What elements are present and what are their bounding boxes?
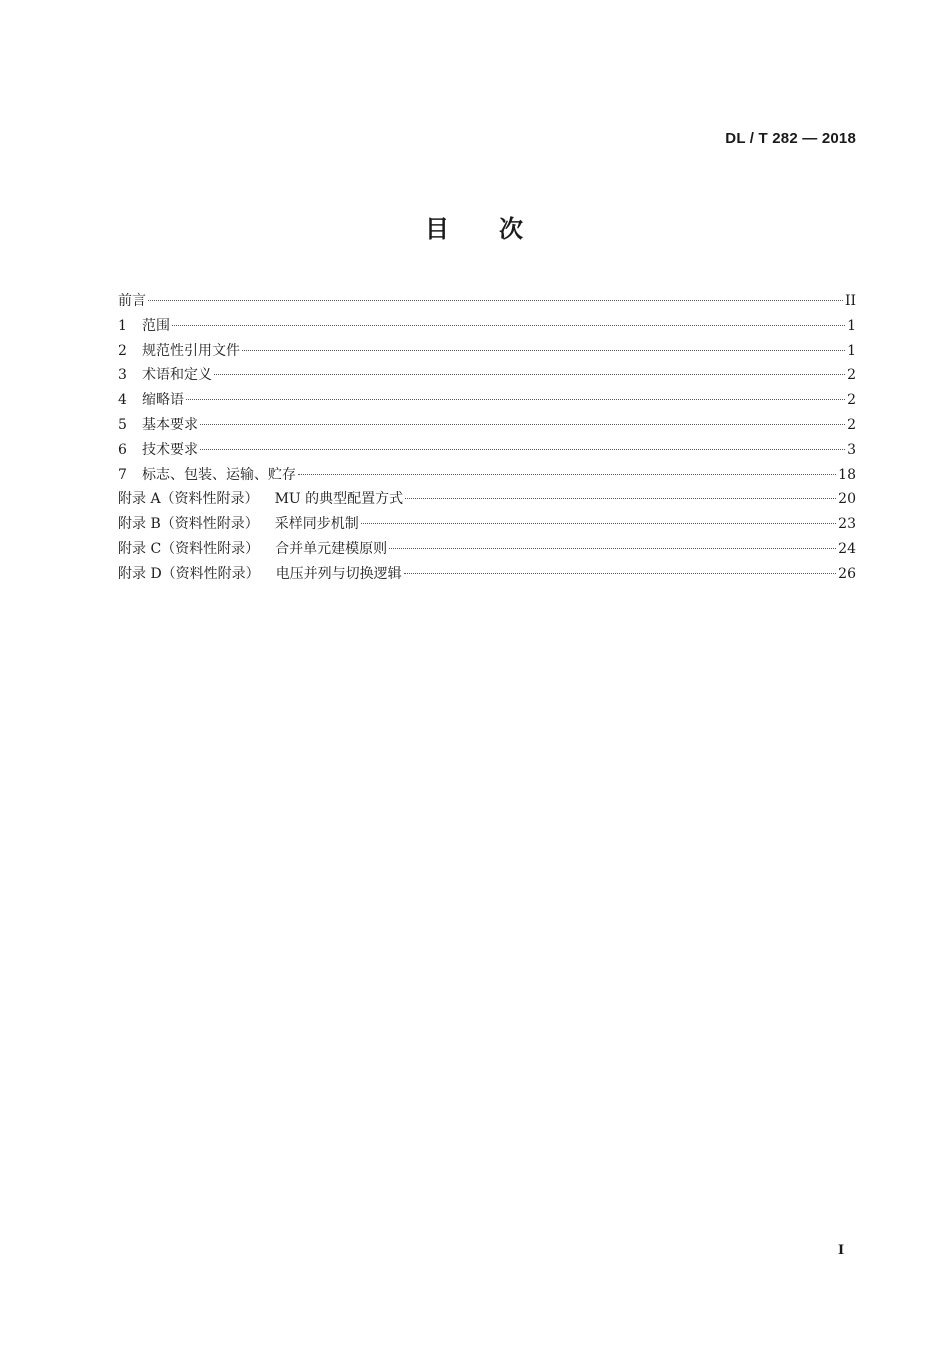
toc-title: [0, 209, 950, 244]
toc-entry-label: 电压并列与切换逻辑: [275, 565, 402, 582]
toc-appendix-prefix: 附录 A（资料性附录）: [118, 491, 259, 508]
toc-leader-dots: [389, 548, 836, 549]
toc-title-char: 目: [425, 215, 451, 243]
toc-entry-number: 4: [118, 392, 127, 409]
toc-leader-dots: [148, 300, 843, 301]
toc-entry-page: 2: [847, 392, 856, 409]
toc-leader-dots: [200, 424, 845, 425]
toc-leader-dots: [214, 374, 845, 375]
toc-entry-3[interactable]: [118, 363, 856, 388]
toc-leader-dots: [405, 498, 836, 499]
toc-entry-7[interactable]: [118, 463, 856, 488]
toc-entry-label: MU 的典型配置方式: [274, 491, 404, 508]
toc-appendix-prefix: 附录 B（资料性附录）: [118, 516, 259, 533]
toc-title-char: 次: [499, 215, 525, 243]
toc-entry-number: 2: [118, 342, 127, 359]
document-code: DL / T 282 — 2018: [725, 130, 856, 147]
toc-leader-dots: [242, 350, 845, 351]
toc-entry-page: 20: [838, 491, 856, 508]
toc-entry-number: 5: [118, 416, 127, 433]
page-number: I: [838, 1243, 845, 1258]
toc-entry-label: 采样同步机制: [274, 516, 359, 533]
toc-appendix-prefix: 附录 C（资料性附录）: [118, 540, 260, 557]
toc-entry-1[interactable]: [118, 314, 856, 339]
toc-leader-dots: [172, 325, 845, 326]
toc-leader-dots: [186, 399, 845, 400]
toc-entry-label: 基本要求: [142, 416, 198, 433]
table-of-contents: [118, 289, 856, 587]
toc-entry-label: 前言: [118, 293, 146, 309]
toc-entry-label: 缩略语: [142, 392, 184, 409]
toc-entry-label: 标志、包装、运输、贮存: [142, 466, 296, 483]
toc-entry-preface[interactable]: [118, 289, 856, 314]
toc-entry-page: 2: [847, 367, 856, 384]
toc-entry-2[interactable]: [118, 339, 856, 364]
toc-entry-page: 2: [847, 416, 856, 433]
toc-entry-label: 技术要求: [142, 441, 198, 458]
toc-entry-appendix-a[interactable]: [118, 487, 856, 512]
toc-entry-appendix-d[interactable]: [118, 562, 856, 587]
toc-entry-label: 合并单元建模原则: [275, 540, 388, 557]
toc-entry-page: 24: [838, 540, 856, 557]
toc-entry-label: 范围: [142, 317, 170, 334]
toc-entry-number: 7: [118, 466, 127, 483]
toc-entry-page: 1: [847, 317, 856, 334]
toc-entry-page: 3: [847, 441, 856, 458]
toc-entry-appendix-b[interactable]: [118, 512, 856, 537]
toc-entry-page: 26: [838, 565, 856, 582]
toc-leader-dots: [404, 573, 836, 574]
toc-entry-page: 1: [847, 342, 856, 359]
toc-entry-page: 23: [838, 516, 856, 533]
toc-entry-number: 6: [118, 441, 127, 458]
toc-leader-dots: [361, 523, 836, 524]
toc-entry-page: II: [844, 293, 856, 309]
toc-entry-page: 18: [838, 466, 856, 483]
toc-entry-number: 1: [118, 317, 127, 334]
toc-entry-label: 术语和定义: [142, 367, 212, 384]
toc-entry-appendix-c[interactable]: [118, 537, 856, 562]
toc-appendix-prefix: 附录 D（资料性附录）: [118, 565, 260, 582]
toc-entry-label: 规范性引用文件: [142, 342, 240, 359]
toc-entry-4[interactable]: [118, 388, 856, 413]
toc-entry-5[interactable]: [118, 413, 856, 438]
toc-leader-dots: [298, 474, 836, 475]
toc-leader-dots: [200, 449, 845, 450]
toc-entry-6[interactable]: [118, 438, 856, 463]
toc-entry-number: 3: [118, 367, 127, 384]
